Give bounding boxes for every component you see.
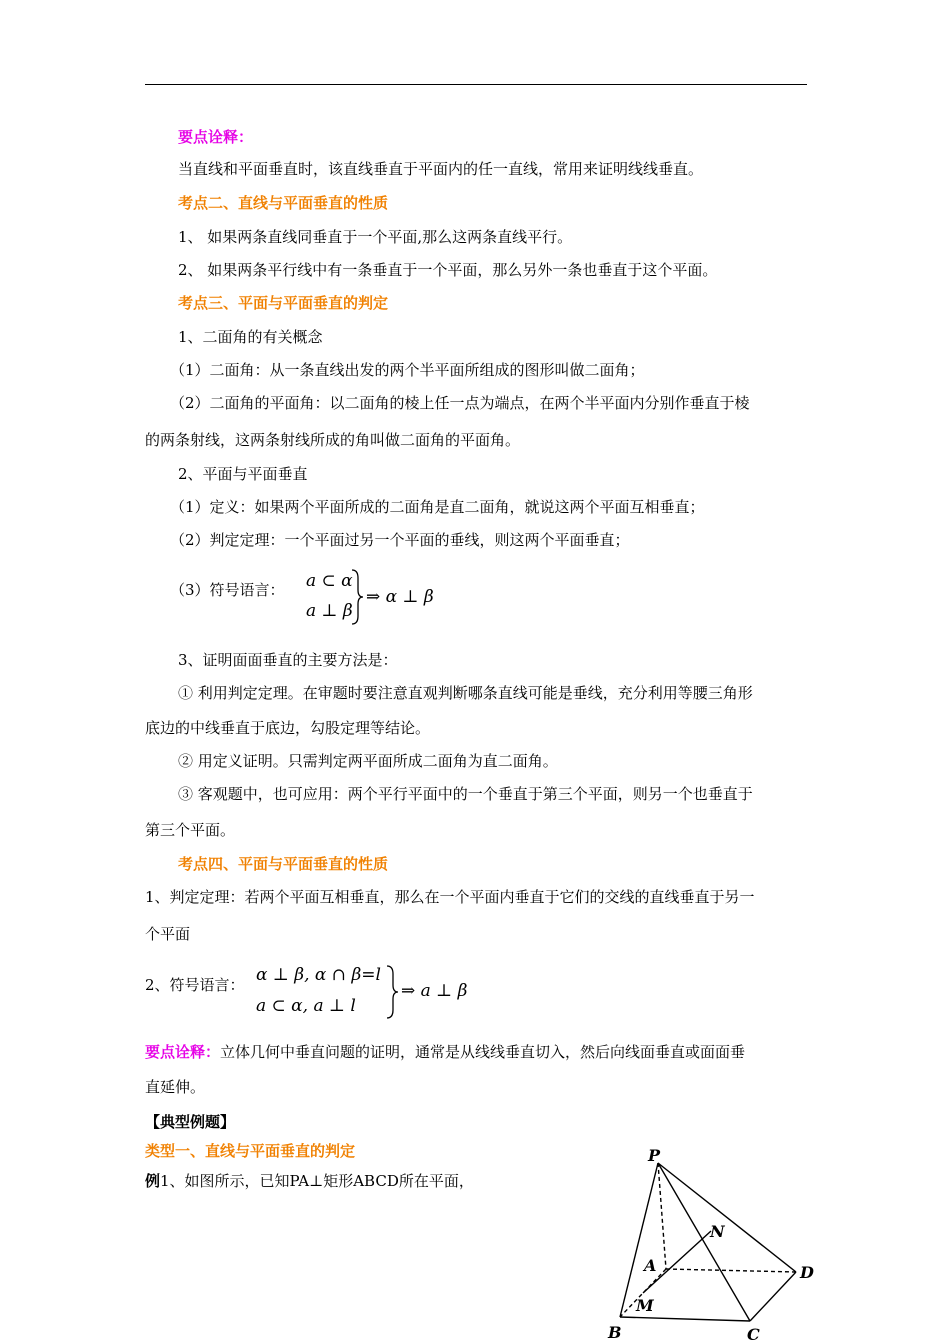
formula-1-result: ⇒ α ⊥ β (366, 587, 434, 607)
label-b: B (608, 1323, 622, 1342)
list-item: 1、二面角的有关概念 (178, 328, 323, 346)
paragraph (145, 1042, 745, 1062)
edge-ad (666, 1269, 796, 1272)
edge-pd (658, 1163, 796, 1272)
list-item: 2、符号语言： (145, 976, 245, 994)
right-brace-icon (385, 964, 399, 1020)
section-heading-2: 考点二、直线与平面垂直的性质 (178, 194, 389, 212)
paragraph: 当直线和平面垂直时，该直线垂直于平面内的任一直线，常用来证明线线垂直。 (178, 160, 704, 178)
section-heading-3: 考点三、平面与平面垂直的判定 (178, 294, 389, 312)
header-rule (145, 84, 807, 85)
label-m: M (636, 1296, 654, 1315)
example-label: 例 (145, 1172, 161, 1190)
label-n: N (710, 1222, 725, 1241)
pyramid-figure (600, 1145, 840, 1344)
paragraph: 1、判定定理：若两个平面互相垂直，那么在一个平面内垂直于它们的交线的直线垂直于另一 (145, 888, 755, 906)
formula-1-bottom: a ⊥ β (306, 601, 353, 621)
key-note-heading: 要点诠释： (178, 128, 254, 146)
formula-1-top: a ⊂ α (306, 571, 353, 591)
list-item: （3）符号语言： (170, 581, 285, 599)
example-text: 1、如图所示，已知PA⊥矩形ABCD所在平面， (160, 1172, 474, 1190)
list-item: ③ 客观题中，也可应用：两个平行平面中的一个垂直于第三个平面，则另一个也垂直于 (178, 785, 753, 803)
list-item: 2、平面与平面垂直 (178, 465, 308, 483)
label-d: D (800, 1263, 814, 1282)
formula-2-bottom: a ⊂ α, a ⊥ l (256, 996, 356, 1016)
list-item: （1）二面角：从一条直线出发的两个半平面所组成的图形叫做二面角； (170, 361, 645, 379)
list-item: （1）定义：如果两个平面所成的二面角是直二面角，就说这两个平面互相垂直； (170, 498, 705, 516)
examples-heading: 【典型例题】 (145, 1113, 236, 1131)
edge-pb (620, 1163, 658, 1317)
paragraph: 的两条射线，这两条射线所成的角叫做二面角的平面角。 (145, 431, 521, 449)
paragraph: 个平面 (145, 925, 191, 943)
right-brace-icon (350, 568, 364, 626)
paragraph: 底边的中线垂直于底边，勾股定理等结论。 (145, 719, 431, 737)
label-a: A (644, 1256, 657, 1275)
edge-pa (658, 1163, 666, 1269)
edge-cd (750, 1272, 796, 1321)
key-note-label: 要点诠释： (145, 1043, 221, 1061)
list-item: 3、证明面面垂直的主要方法是： (178, 651, 398, 669)
edge-bc (620, 1317, 750, 1321)
edge-pc (658, 1163, 750, 1321)
list-item: 2、 如果两条平行线中有一条垂直于一个平面，那么另外一条也垂直于这个平面。 (178, 261, 718, 279)
paragraph-text: 立体几何中垂直问题的证明，通常是从线线垂直切入，然后向线面垂直或面面垂 (220, 1043, 746, 1061)
list-item: ② 用定义证明。只需判定两平面所成二面角为直二面角。 (178, 752, 558, 770)
label-c: C (747, 1325, 760, 1344)
list-item: （2）判定定理：一个平面过另一个平面的垂线，则这两个平面垂直； (170, 531, 630, 549)
section-heading-4: 考点四、平面与平面垂直的性质 (178, 855, 389, 873)
paragraph: 第三个平面。 (145, 821, 236, 839)
example-1 (145, 1171, 474, 1191)
formula-2-result: ⇒ a ⊥ β (401, 981, 468, 1001)
formula-2-top: α ⊥ β, α ∩ β=l (256, 965, 381, 985)
list-item: ① 利用判定定理。在审题时要注意直观判断哪条直线可能是垂线，充分利用等腰三角形 (178, 684, 753, 702)
list-item: 1、 如果两条直线同垂直于一个平面,那么这两条直线平行。 (178, 228, 573, 246)
type-heading-1: 类型一、直线与平面垂直的判定 (145, 1142, 356, 1160)
list-item: （2）二面角的平面角：以二面角的棱上任一点为端点，在两个半平面内分别作垂直于棱 (170, 394, 750, 412)
label-p: P (648, 1146, 661, 1165)
paragraph: 直延伸。 (145, 1078, 206, 1096)
